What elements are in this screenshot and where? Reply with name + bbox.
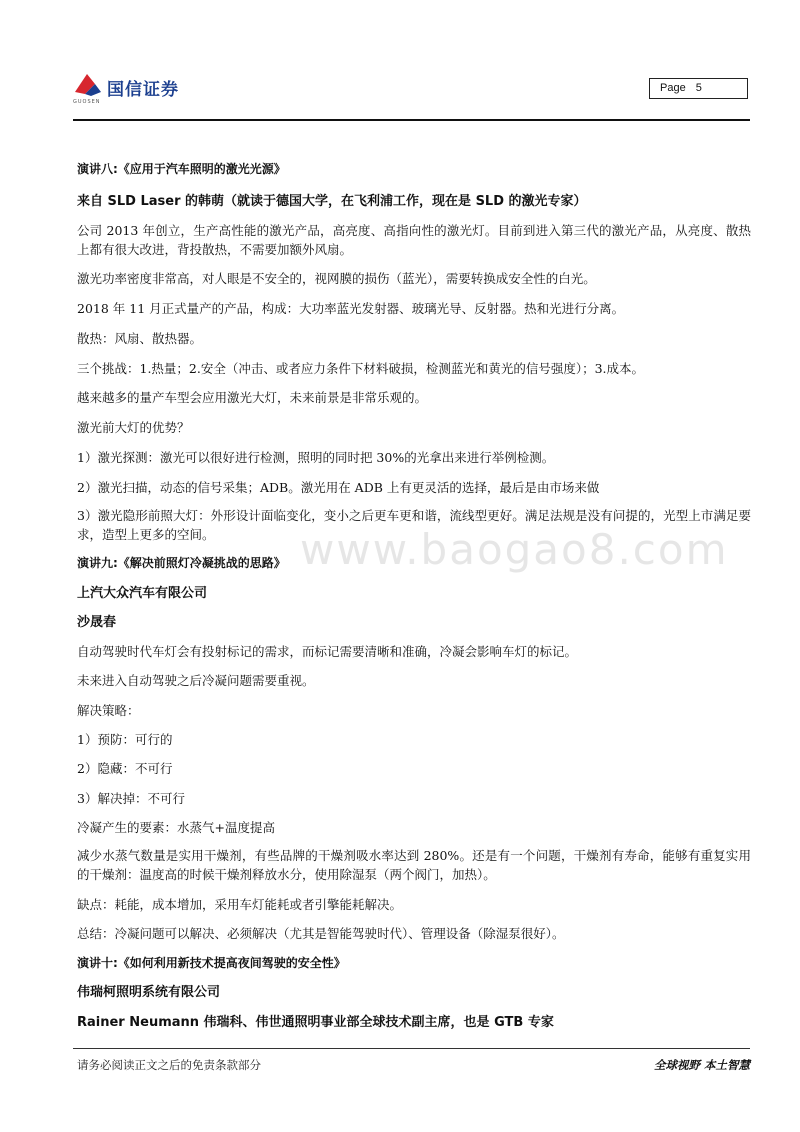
page-number-box bbox=[649, 78, 748, 99]
heading-speech-8: 演讲八:《应用于汽车照明的激光光源》 bbox=[77, 162, 286, 176]
paragraph: 2018 年 11 月正式量产的产品，构成：大功率蓝光发射器、玻璃光导、反射器。热和光进行分离。 bbox=[77, 301, 625, 316]
page-header bbox=[0, 0, 800, 125]
page-label: Page bbox=[660, 82, 686, 94]
list-item: 1）预防：可行的 bbox=[77, 732, 173, 747]
company-line: 伟瑞柯照明系统有限公司 bbox=[77, 985, 221, 1000]
speaker-line: 来自 SLD Laser 的韩萌（就读于德国大学，在飞利浦工作，现在是 SLD 的激光专家） bbox=[77, 194, 587, 209]
footer-rule bbox=[73, 1048, 750, 1049]
paragraph: 冷凝产生的要素：水蒸气+温度提高 bbox=[77, 820, 275, 835]
paragraph: 三个挑战：1.热量；2.安全（冲击、或者应力条件下材料破损，检测蓝光和黄光的信号强度）；3.成本。 bbox=[77, 361, 645, 376]
paragraph: 1）激光探测：激光可以很好进行检测，照明的同时把 30%的光拿出来进行举例检测。 bbox=[77, 450, 555, 465]
paragraph: 减少水蒸气数量是实用干燥剂，有些品牌的干燥剂吸水率达到 280%。还是有一个问题，干燥剂有寿命，能够有重复实用的干燥剂：温度高的时候干燥剂释放水分，使用除湿泵（两个阀门，加热）。 bbox=[77, 848, 751, 882]
paragraph: 公司 2013 年创立，生产高性能的激光产品，高亮度、高指向性的激光灯。目前到进入第三代的激光产品，从亮度、散热上都有很大改进，背投散热，不需要加额外风扇。 bbox=[77, 223, 751, 257]
paragraph: 缺点：耗能，成本增加，采用车灯能耗或者引擎能耗解决。 bbox=[77, 897, 403, 912]
company-line: 上汽大众汽车有限公司 bbox=[77, 586, 208, 601]
paragraph: 散热：风扇、散热器。 bbox=[77, 331, 203, 346]
paragraph: 未来进入自动驾驶之后冷凝问题需要重视。 bbox=[77, 673, 315, 688]
speaker-line: Rainer Neumann 伟瑞科、伟世通照明事业部全球技术副主席，也是 GTB 专家 bbox=[77, 1015, 554, 1030]
paragraph: 越来越多的量产车型会应用激光大灯，未来前景是非常乐观的。 bbox=[77, 390, 428, 405]
paragraph: 总结：冷凝问题可以解决、必须解决（尤其是智能驾驶时代）、管理设备（除湿泵很好）。 bbox=[77, 926, 565, 941]
footer-disclaimer: 请务必阅读正文之后的免责条款部分 bbox=[77, 1058, 261, 1072]
paragraph: 激光功率密度非常高，对人眼是不安全的，视网膜的损伤（蓝光），需要转换成安全性的白光。 bbox=[77, 271, 596, 286]
list-item: 3）解决掉：不可行 bbox=[77, 791, 185, 806]
page-number: 5 bbox=[695, 82, 702, 94]
paragraph: 解决策略： bbox=[77, 703, 140, 718]
header-rule bbox=[73, 119, 750, 121]
footer-slogan: 全球视野 本土智慧 bbox=[653, 1058, 750, 1072]
paragraph: 激光前大灯的优势？ bbox=[77, 420, 190, 435]
list-item: 2）隐藏：不可行 bbox=[77, 761, 173, 776]
heading-speech-9: 演讲九:《解决前照灯冷凝挑战的思路》 bbox=[77, 556, 286, 570]
logo-text: 国信证券 bbox=[107, 80, 179, 100]
paragraph: 自动驾驶时代车灯会有投射标记的需求，而标记需要清晰和准确，冷凝会影响车灯的标记。 bbox=[77, 644, 578, 659]
paragraph: 2）激光扫描，动态的信号采集；ADB。激光用在 ADB 上有更灵活的选择，最后是由市场来做 bbox=[77, 480, 600, 495]
heading-speech-10: 演讲十:《如何利用新技术提高夜间驾驶的安全性》 bbox=[77, 956, 346, 970]
logo-subtext: GUOSEN bbox=[73, 99, 101, 105]
speaker-line: 沙晟春 bbox=[77, 615, 117, 630]
logo-mark-icon bbox=[73, 72, 103, 96]
paragraph: 3）激光隐形前照大灯：外形设计面临变化，变小之后更车更和谐，流线型更好。满足法规是没有问提的，光型上市满足要求，造型上更多的空间。 bbox=[77, 508, 751, 542]
company-logo bbox=[73, 72, 203, 112]
watermark: www.baogao8.com bbox=[300, 525, 729, 574]
